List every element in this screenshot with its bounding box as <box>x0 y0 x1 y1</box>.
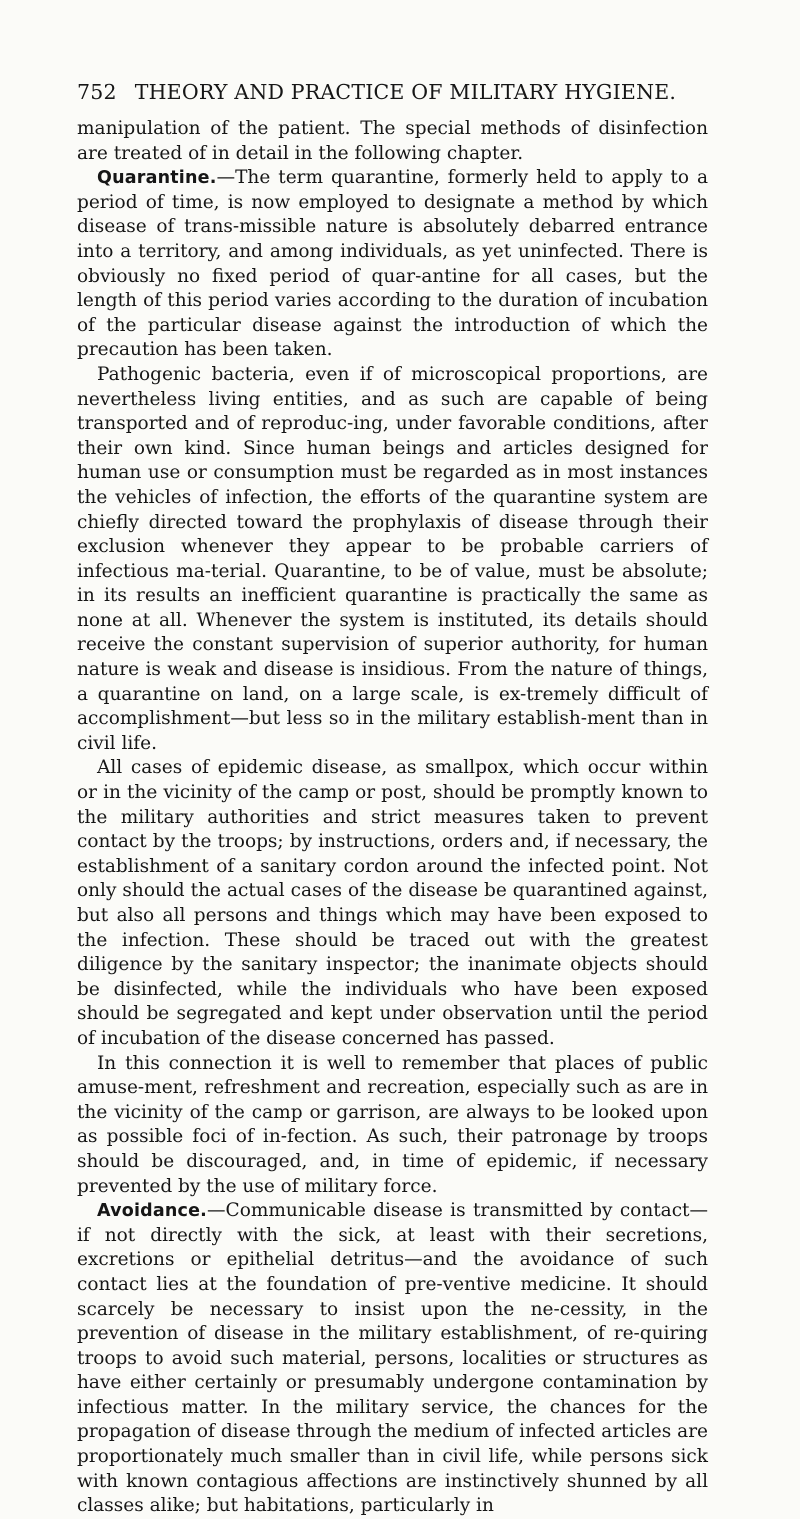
paragraph-avoidance <box>77 1199 708 1519</box>
page-header <box>77 80 708 104</box>
paragraph-text: In this connection it is well to remember that places of public amuse-ment, refreshment and recreation, especially such as are in the vicinity of the camp or garrison, are always to be looked upon as possible foci of in-fection. As such, their patronage by troops should be discouraged, and, in time of epidemic, if necessary prevented by the use of military force. <box>77 1052 708 1197</box>
paragraph-pathogenic-bacteria <box>77 363 708 757</box>
running-title: THEORY AND PRACTICE OF MILITARY HYGIENE. <box>134 80 677 104</box>
paragraph-text: —Communicable disease is transmitted by contact—if not directly with the sick, at least with their secretions, excretions or epithelial detritus—and the avoidance of such contact lies at the foundation of pre-ventive medicine. It should scarcely be necessary to insist upon the ne-cessity, in the prevention of disease in the military establishment, of re-quiring troops to avoid such material, persons, localities or structures as have either certainly or presumably undergone contamination by infectious matter. In the military service, the chances for the propagation of disease through the medium of infected articles are proportionately much smaller than in civil life, while persons sick with known contagious affections are instinctively shunned by all classes alike; but habitations, particularly in <box>77 1200 708 1517</box>
page-number: 752 <box>77 80 117 104</box>
paragraph-public-places <box>77 1052 708 1200</box>
paragraph-text: manipulation of the patient. The special methods of disinfection are treated of in detail in the following chapter. <box>77 118 708 164</box>
section-heading-avoidance: Avoidance. <box>97 1201 208 1222</box>
paragraph-text: All cases of epidemic disease, as smallpox, which occur within or in the vicinity of the camp or post, should be promptly known to the military authorities and strict measures taken to prevent contact by the troops; by instructions, orders and, if necessary, the establishment of a sanitary cordon around the infected point. Not only should the actual cases of the disease be quarantined against, but also all persons and things which may have been exposed to the infection. These should be traced out with the greatest diligence by the sanitary inspector; the inanimate objects should be disinfected, while the individuals who have been exposed should be segregated and kept under observation until the period of incubation of the disease concerned has passed. <box>77 757 708 1049</box>
paragraph-continuation <box>77 117 708 166</box>
body-text <box>77 117 708 1519</box>
section-heading-quarantine: Quarantine. <box>97 168 217 189</box>
paragraph-text: —The term quarantine, formerly held to apply to a period of time, is now employed to designate a method by which disease of trans-missible nature is absolutely debarred entrance into a territory, and among individuals, as yet uninfected. There is obviously no fixed period of quar-antine for all cases, but the length of this period varies according to the duration of incubation of the particular disease against the introduction of which the precaution has been taken. <box>77 167 708 361</box>
paragraph-epidemic-cases <box>77 756 708 1051</box>
paragraph-text: Pathogenic bacteria, even if of microscopical proportions, are nevertheless living entities, and as such are capable of being transported and of reproduc-ing, under favorable conditions, after their own kind. Since human beings and articles designed for human use or consumption must be regarded as in most instances the vehicles of infection, the efforts of the quarantine system are chiefly directed toward the prophylaxis of disease through their exclusion whenever they appear to be probable carriers of infectious ma-terial. Quarantine, to be of value, must be absolute; in its results an inefficient quarantine is practically the same as none at all. Whenever the system is instituted, its details should receive the constant supervision of superior authority, for human nature is weak and disease is insidious. From the nature of things, a quarantine on land, on a large scale, is ex-tremely difficult of accomplishment—but less so in the military establish-ment than in civil life. <box>77 363 708 754</box>
paragraph-quarantine <box>77 166 708 363</box>
